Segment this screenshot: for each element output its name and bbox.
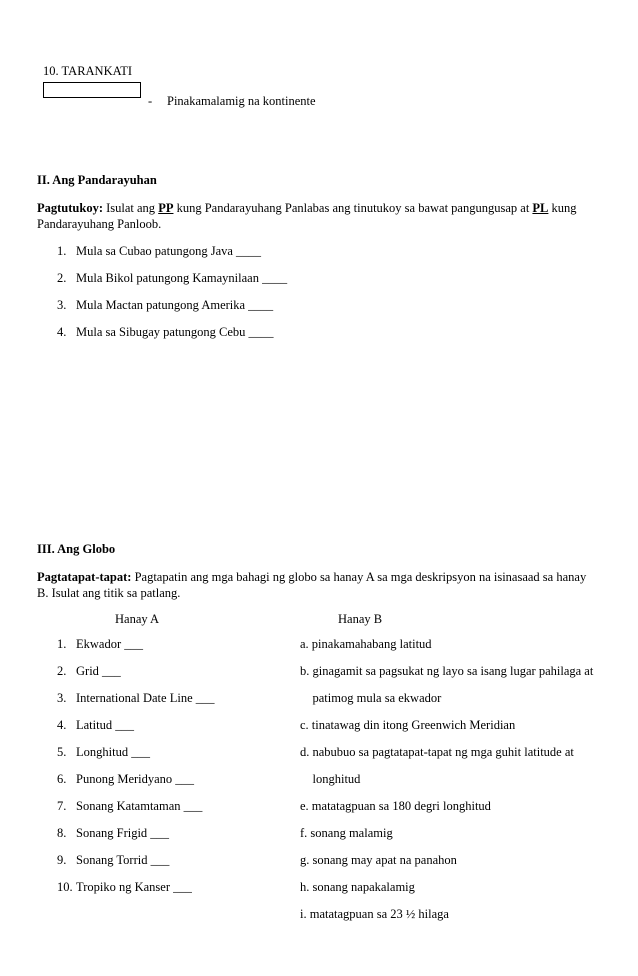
section-2-heading: II. Ang Pandarayuhan (37, 173, 157, 187)
item-10-number: 10. (43, 64, 59, 78)
pl-code: PL (532, 201, 549, 215)
matching-item-number: 2. (57, 664, 67, 678)
matching-item-text: Grid ___ (76, 664, 121, 678)
instruction-text: Pagtapatin ang mga bahagi ng globo sa hanay A sa mga deskripsyon na isinasaad sa hanay (131, 570, 587, 584)
item-10-description: Pinakamalamig na kontinente (167, 94, 316, 108)
matching-item (57, 880, 192, 896)
description-item: h. sonang napakalamig (300, 880, 415, 894)
item-10-word: TARANKATI (61, 64, 133, 78)
pp-code: PP (158, 201, 174, 215)
list-item-text: Mula Mactan patungong Amerika ____ (76, 298, 274, 312)
list-item-number: 3. (57, 298, 67, 312)
list-item-number: 4. (57, 325, 67, 339)
list-item-number: 2. (57, 271, 67, 285)
instruction-text-line-2: Pandarayuhang Panloob. (37, 217, 162, 231)
list-item (57, 244, 261, 260)
description-item: g. sonang may apat na panahon (300, 853, 457, 867)
matching-item (57, 853, 169, 869)
instruction-label: Pagtutukoy: (37, 201, 103, 215)
list-item-text: Mula sa Sibugay patungong Cebu ____ (76, 325, 274, 339)
instruction-label: Pagtatapat-tapat: (37, 570, 132, 584)
matching-item-number: 3. (57, 691, 67, 705)
list-item-number: 1. (57, 244, 67, 258)
description-item: e. matatagpuan sa 180 degri longhitud (300, 799, 491, 813)
matching-item-text: Ekwador ___ (76, 637, 143, 651)
description-item: a. pinakamahabang latitud (300, 637, 432, 651)
matching-item (57, 691, 215, 707)
instruction-text-line-2: B. Isulat ang titik sa patlang. (37, 586, 181, 600)
section-3-instructions (37, 570, 586, 586)
description-item: f. sonang malamig (300, 826, 393, 840)
matching-item-text: Longhitud ___ (76, 745, 150, 759)
matching-item (57, 772, 194, 788)
description-item-continued: longhitud (300, 772, 361, 786)
matching-item-number: 4. (57, 718, 67, 732)
list-item-text: Mula sa Cubao patungong Java ____ (76, 244, 262, 258)
description-item: d. nabubuo sa pagtatapat-tapat ng mga guhit latitude at (300, 745, 574, 759)
matching-item-number: 8. (57, 826, 67, 840)
description-item: i. matatagpuan sa 23 ½ hilaga (300, 907, 449, 921)
description-item: b. ginagamit sa pagsukat ng layo sa isang lugar pahilaga at (300, 664, 594, 678)
list-item-text: Mula Bikol patungong Kamaynilaan ____ (76, 271, 288, 285)
matching-item (57, 799, 202, 815)
instruction-text: kung Pandarayuhang Panlabas ang tinutukoy sa bawat pangungusap at (173, 201, 533, 215)
matching-item-number: 5. (57, 745, 67, 759)
instruction-text: Isulat ang (102, 201, 159, 215)
instruction-text: kung (548, 201, 577, 215)
matching-item-text: Punong Meridyano ___ (76, 772, 195, 786)
matching-item-text: Sonang Torrid ___ (76, 853, 170, 867)
matching-item-number: 6. (57, 772, 67, 786)
matching-item-text: Sonang Frigid ___ (76, 826, 170, 840)
section-3-heading: III. Ang Globo (37, 542, 116, 556)
column-a-header: Hanay A (115, 612, 160, 626)
list-item (57, 325, 274, 341)
answer-box[interactable] (43, 82, 141, 98)
section-2-instructions (37, 201, 577, 217)
matching-item (57, 826, 169, 842)
matching-item-number: 1. (57, 637, 67, 651)
description-item-continued: patimog mula sa ekwador (300, 691, 442, 705)
list-item (57, 298, 273, 314)
description-item: c. tinatawag din itong Greenwich Meridian (300, 718, 516, 732)
matching-item-text: Sonang Katamtaman ___ (76, 799, 203, 813)
matching-item (57, 637, 143, 653)
matching-item (57, 664, 121, 680)
matching-item-text: Latitud ___ (76, 718, 134, 732)
item-10-dash: - (148, 94, 153, 108)
matching-item-number: 7. (57, 799, 67, 813)
item-10 (43, 64, 132, 80)
matching-item-text: International Date Line ___ (76, 691, 215, 705)
matching-item (57, 718, 134, 734)
matching-item-number: 9. (57, 853, 67, 867)
matching-item (57, 745, 150, 761)
matching-item-number: 10. (57, 880, 73, 894)
list-item (57, 271, 287, 287)
column-b-header: Hanay B (338, 612, 383, 626)
matching-item-text: Tropiko ng Kanser ___ (76, 880, 192, 894)
